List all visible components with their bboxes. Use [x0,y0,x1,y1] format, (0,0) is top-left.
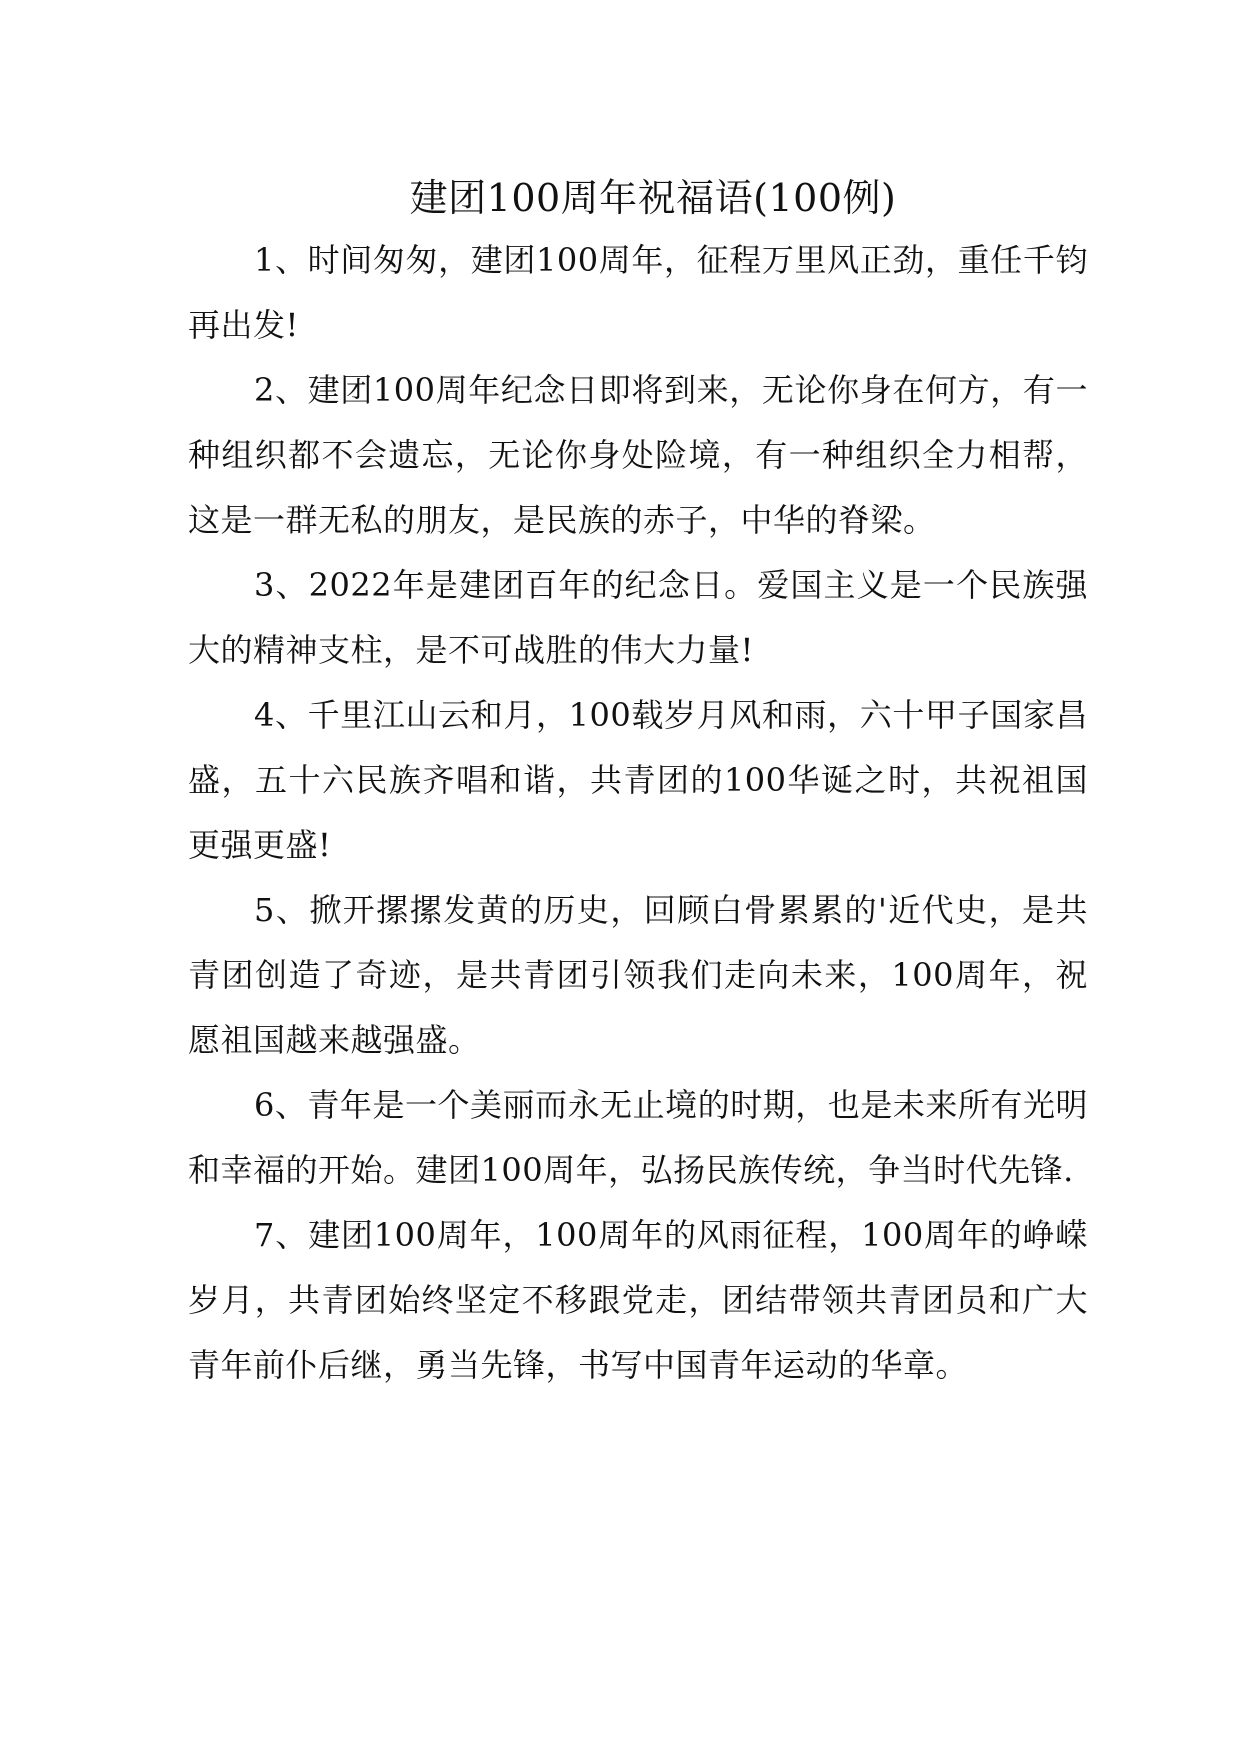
greeting-item-6: 6、青年是一个美丽而永无止境的时期，也是未来所有光明和幸福的开始。建团100周年，弘扬民族传统，争当时代先锋. [188,1086,1088,1189]
greeting-item-5: 5、掀开摞摞发黄的历史，回顾白骨累累的'近代史，是共青团创造了奇迹，是共青团引领我们走向未来，100周年，祝愿祖国越来越强盛。 [188,891,1088,1059]
document-title: 建团100周年祝福语(100例) [409,176,897,220]
greeting-item-1: 1、时间匆匆，建团100周年，征程万里风正劲，重任千钧再出发! [188,241,1088,344]
greeting-item-2: 2、建团100周年纪念日即将到来，无论你身在何方，有一种组织都不会遗忘，无论你身处险境，有一种组织全力相帮，这是一群无私的朋友，是民族的赤子，中华的脊梁。 [188,371,1088,539]
greeting-item-3: 3、2022年是建团百年的纪念日。爱国主义是一个民族强大的精神支柱，是不可战胜的伟大力量! [188,566,1088,669]
greeting-item-4: 4、千里江山云和月，100载岁月风和雨，六十甲子国家昌盛，五十六民族齐唱和谐，共青团的100华诞之时，共祝祖国更强更盛! [188,696,1088,864]
document-page [188,168,1088,1398]
greeting-item-7: 7、建团100周年，100周年的风雨征程，100周年的峥嵘岁月，共青团始终坚定不移跟党走，团结带领共青团员和广大青年前仆后继，勇当先锋，书写中国青年运动的华章。 [188,1216,1088,1384]
